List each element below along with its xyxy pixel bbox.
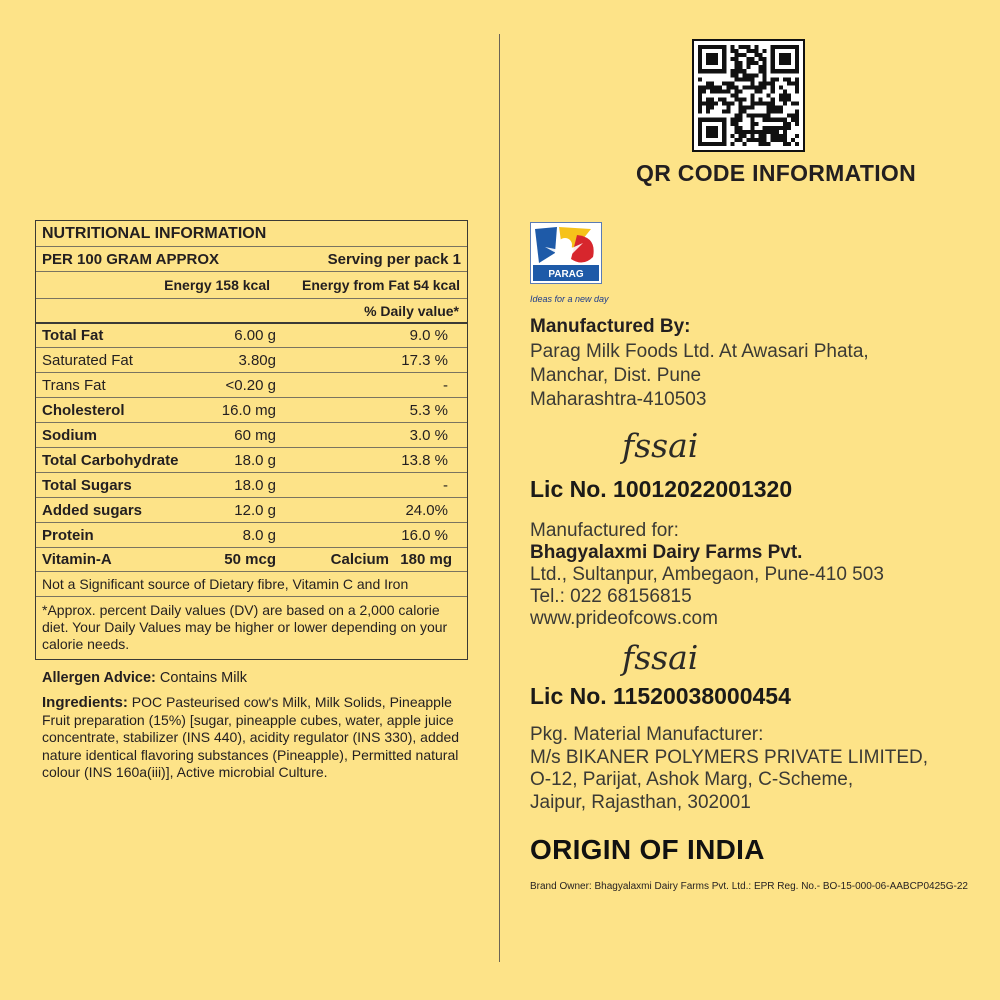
nutrient-value: <0.20 g: [225, 376, 276, 394]
origin-label: ORIGIN OF INDIA: [530, 834, 765, 865]
nutrient-value: 12.0 g: [234, 501, 276, 519]
packaging-line: Jaipur, Rajasthan, 302001: [530, 791, 751, 813]
ingredients-label: Ingredients:: [42, 694, 128, 711]
nutrient-daily-value: 5.3 %: [409, 401, 448, 419]
daily-value-footnote: *Approx. percent Daily values (DV) are based on a 2,000 calorie diet. Your Daily Values may be higher or lower depending on your calorie needs.: [36, 596, 467, 659]
nutrient-daily-value: 24.0%: [405, 501, 448, 519]
nutrient-name: Total Sugars: [42, 476, 132, 494]
nutrient-name: Trans Fat: [42, 376, 106, 394]
manufacturer-address-line: Maharashtra-410503: [530, 389, 707, 410]
energy-row: [36, 271, 467, 298]
vitamin-a-value: 50 mcg: [224, 551, 276, 568]
nutrient-value: 60 mg: [234, 426, 276, 444]
allergen-text: Contains Milk: [155, 670, 247, 686]
qr-code-title: QR CODE INFORMATION: [636, 160, 916, 186]
manufacturer-address-line: Parag Milk Foods Ltd. At Awasari Phata,: [530, 341, 869, 362]
qr-code: [692, 39, 805, 152]
nutrient-value: 18.0 g: [234, 476, 276, 494]
nutrient-name: Protein: [42, 526, 94, 544]
nutrient-name: Total Carbohydrate: [42, 451, 179, 469]
nutrient-value: 16.0 mg: [221, 401, 276, 419]
allergen-label: Allergen Advice:: [42, 670, 156, 686]
nutrition-table: [35, 220, 468, 660]
parag-logo-icon: [531, 223, 601, 283]
daily-value-header: % Daily value*: [36, 298, 467, 322]
fssai-mark: fssai: [622, 426, 699, 465]
nutrient-row: [36, 322, 467, 347]
packaging-line: O-12, Parijat, Ashok Marg, C-Scheme,: [530, 769, 854, 790]
nutrient-daily-value: 9.0 %: [409, 327, 448, 344]
nutrient-name: Added sugars: [42, 501, 143, 519]
allergen-advice: [42, 670, 247, 686]
nutrient-row: [36, 447, 467, 472]
calcium-label: Calcium: [330, 551, 389, 568]
nutrient-row: [36, 497, 467, 522]
nutrient-daily-value: -: [443, 476, 448, 494]
packaging-line: M/s BIKANER POLYMERS PRIVATE LIMITED,: [530, 746, 929, 768]
nutrition-title: NUTRITIONAL INFORMATION: [42, 224, 267, 242]
manufacturer-address-line: Manchar, Dist. Pune: [530, 365, 702, 386]
brand-owner-note: Brand Owner: Bhagyalaxmi Dairy Farms Pvt. Ltd.: EPR Reg. No.- BO-15-000-06-AABCP0425G-22: [530, 881, 968, 892]
nutrient-name: Cholesterol: [42, 401, 125, 419]
ingredients: [42, 694, 472, 782]
license-number-2: Lic No. 11520038000454: [530, 683, 791, 709]
nutrition-per-row: [36, 246, 467, 271]
column-divider: [499, 34, 500, 962]
packaging-manufacturer: [530, 724, 928, 814]
nutrient-daily-value: 16.0 %: [401, 526, 448, 544]
nutrient-value: 3.80g: [238, 351, 276, 369]
qr-code-pattern: [698, 45, 799, 146]
manufactured-for-line: Ltd., Sultanpur, Ambegaon, Pune-410 503: [530, 564, 884, 585]
manufactured-by-heading: Manufactured By:: [530, 316, 691, 337]
parag-logo: [530, 222, 602, 284]
manufactured-for-line: www.prideofcows.com: [530, 608, 718, 629]
nutrient-name: Total Fat: [42, 327, 104, 344]
license-number-1: Lic No. 10012022001320: [530, 476, 793, 502]
nutrient-row: [36, 422, 467, 447]
logo-tagline: Ideas for a new day: [530, 294, 609, 304]
energy-from-fat: Energy from Fat 54 kcal: [302, 277, 460, 293]
nutrient-name: Saturated Fat: [42, 351, 133, 369]
calcium-value: 180 mg: [400, 551, 452, 568]
fssai-mark: fssai: [622, 638, 699, 677]
per-100g-label: PER 100 GRAM APPROX: [42, 250, 219, 268]
nutrient-row: [36, 522, 467, 547]
nutrient-name: Sodium: [42, 426, 97, 444]
nutrient-value: 8.0 g: [242, 526, 276, 544]
vitamin-a-label: Vitamin-A: [42, 551, 112, 568]
nutrient-row: [36, 397, 467, 422]
nutrient-row: [36, 472, 467, 497]
logo-wordmark: PARAG: [548, 269, 584, 280]
manufactured-for-company: Bhagyalaxmi Dairy Farms Pvt.: [530, 542, 803, 563]
vitamin-row: [36, 547, 467, 571]
energy-value: Energy 158 kcal: [164, 277, 270, 293]
manufactured-for: [530, 520, 884, 630]
manufactured-for-line: Tel.: 022 68156815: [530, 586, 692, 607]
not-significant-note: Not a Significant source of Dietary fibre, Vitamin C and Iron: [36, 571, 467, 596]
nutrient-row: [36, 347, 467, 372]
nutrient-daily-value: 17.3 %: [401, 351, 448, 369]
nutrient-daily-value: -: [443, 376, 448, 394]
nutrient-row: [36, 372, 467, 397]
manufacturer-address: [530, 340, 869, 412]
ingredients-text: POC Pasteurised cow's Milk, Milk Solids, Pineapple Fruit preparation (15%) [sugar, pineapple cubes, water, apple juice concentrate, stabilizer (INS 440), acidity regulator (INS 330), added nature identical flavoring substances (Pineapple), Permitted natural colour (INS 160a(iii)], Active microbial Culture.: [42, 694, 460, 780]
packaging-heading: Pkg. Material Manufacturer:: [530, 724, 764, 745]
nutrient-value: 6.00 g: [234, 327, 276, 344]
nutrient-rows: [36, 322, 467, 547]
manufactured-for-heading: Manufactured for:: [530, 520, 679, 541]
nutrient-daily-value: 13.8 %: [401, 451, 448, 469]
nutrient-value: 18.0 g: [234, 451, 276, 469]
nutrient-daily-value: 3.0 %: [409, 426, 448, 444]
serving-per-pack: Serving per pack 1: [327, 250, 461, 268]
